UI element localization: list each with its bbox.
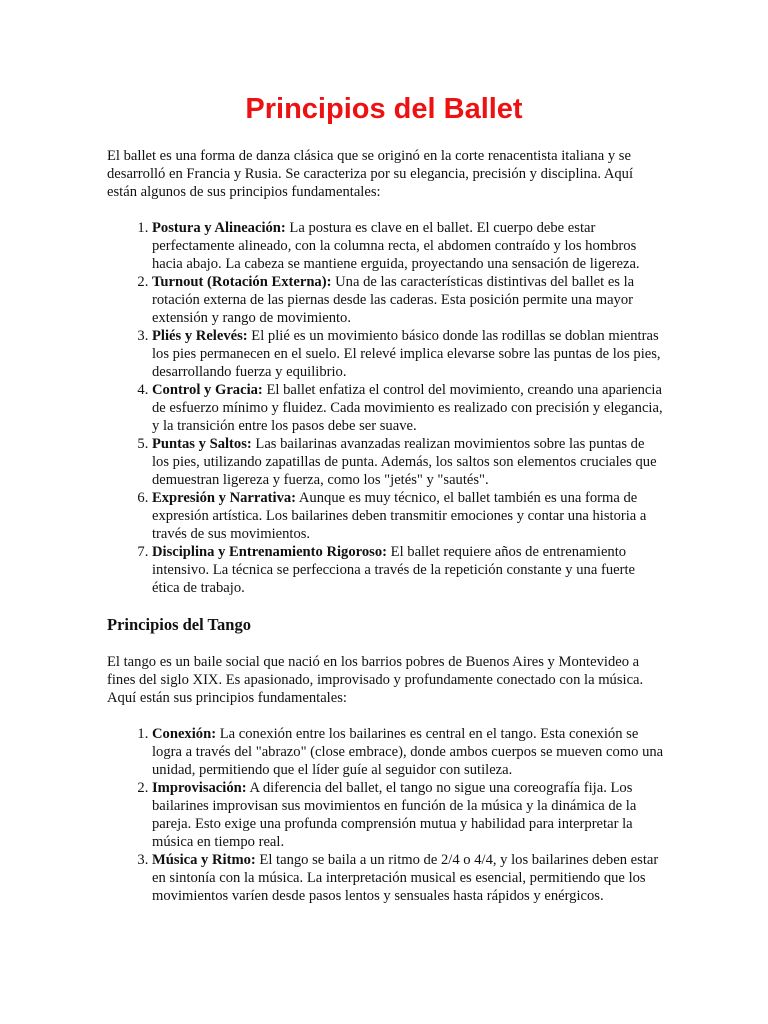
list-item xyxy=(152,489,665,543)
list-item-text: A diferencia del ballet, el tango no sigue una coreografía fija. Los bailarines improvisan sus movimientos en función de la música y la dinámica de la pareja. Esto exige una profunda comprensión mutua y habilidad para interpretar la música en tiempo real. xyxy=(152,780,637,850)
list-item-text: El ballet requiere años de entrenamiento intensivo. La técnica se perfecciona a través de la repetición constante y una fuerte ética de trabajo. xyxy=(152,544,635,596)
list-item-term: Música y Ritmo: xyxy=(152,852,256,868)
page-title: Principios del Ballet xyxy=(245,93,523,125)
list-item-term: Control y Gracia: xyxy=(152,382,263,398)
list-item-term: Disciplina y Entrenamiento Rigoroso: xyxy=(152,544,387,560)
tango-principles-list xyxy=(107,725,665,905)
tango-section-heading: Principios del Tango xyxy=(107,615,251,634)
list-item xyxy=(152,435,665,489)
list-item-text: Una de las características distintivas del ballet es la rotación externa de las piernas desde las caderas. Esta posición permite una mayor extensión y rango de movimiento. xyxy=(152,274,635,326)
list-item-text: Aunque es muy técnico, el ballet también es una forma de expresión artística. Los bailarines deben transmitir emociones y contar una historia a través de sus movimientos. xyxy=(152,490,647,542)
list-item-term: Conexión: xyxy=(152,726,217,742)
list-item xyxy=(152,327,665,381)
list-item-text: El plié es un movimiento básico donde las rodillas se doblan mientras los pies permanecen en el suelo. El relevé implica elevarse sobre las puntas de los pies, desarrollando fuerza y equilibrio. xyxy=(152,328,661,380)
list-item xyxy=(152,779,665,851)
document-body xyxy=(107,147,665,905)
list-item-text: Las bailarinas avanzadas realizan movimientos sobre las puntas de los pies, utilizando zapatillas de punta. Además, los saltos son elementos cruciales que demuestran ligereza y fuerza, como los "jetés" y "sautés". xyxy=(152,436,657,488)
list-item-term: Expresión y Narrativa: xyxy=(152,490,297,506)
list-item-text: El ballet enfatiza el control del movimiento, creando una apariencia de esfuerzo mínimo y fluidez. Cada movimiento es realizado con precisión y elegancia, y la transición entre los pasos debe ser suave. xyxy=(152,382,663,434)
ballet-principles-list xyxy=(107,219,665,597)
list-item xyxy=(152,725,665,779)
list-item-text: El tango se baila a un ritmo de 2/4 o 4/4, y los bailarines deben estar en sintonía con la música. La interpretación musical es esencial, permitiendo que los movimientos varíen desde pasos lentos y sensuales hasta rápidos y enérgicos. xyxy=(152,852,659,904)
list-item-text: La conexión entre los bailarines es central en el tango. Esta conexión se logra a través del "abrazo" (close embrace), donde ambos cuerpos se mueven como una unidad, permitiendo que el líder guíe al seguidor con sutileza. xyxy=(152,726,664,778)
list-item xyxy=(152,219,665,273)
list-item xyxy=(152,381,665,435)
ballet-intro-paragraph: El ballet es una forma de danza clásica que se originó en la corte renacentista italiana y se desarrolló en Francia y Rusia. Se caracteriza por su elegancia, precisión y disciplina. Aquí están algunos de sus principios fundamentales: xyxy=(107,148,634,200)
list-item-text: La postura es clave en el ballet. El cuerpo debe estar perfectamente alineado, con la columna recta, el abdomen contraído y los hombros hacia abajo. La cabeza se mantiene erguida, proyectando una sensación de ligereza. xyxy=(152,220,640,272)
list-item-term: Improvisación: xyxy=(152,780,247,796)
list-item-term: Pliés y Relevés: xyxy=(152,328,248,344)
list-item xyxy=(152,273,665,327)
tango-intro-paragraph: El tango es un baile social que nació en los barrios pobres de Buenos Aires y Montevideo a fines del siglo XIX. Es apasionado, improvisado y profundamente conectado con la música. Aquí están sus principios fundamentales: xyxy=(107,654,644,706)
list-item xyxy=(152,543,665,597)
list-item xyxy=(152,851,665,905)
list-item-term: Postura y Alineación: xyxy=(152,220,286,236)
list-item-term: Turnout (Rotación Externa): xyxy=(152,274,332,290)
list-item-term: Puntas y Saltos: xyxy=(152,436,252,452)
